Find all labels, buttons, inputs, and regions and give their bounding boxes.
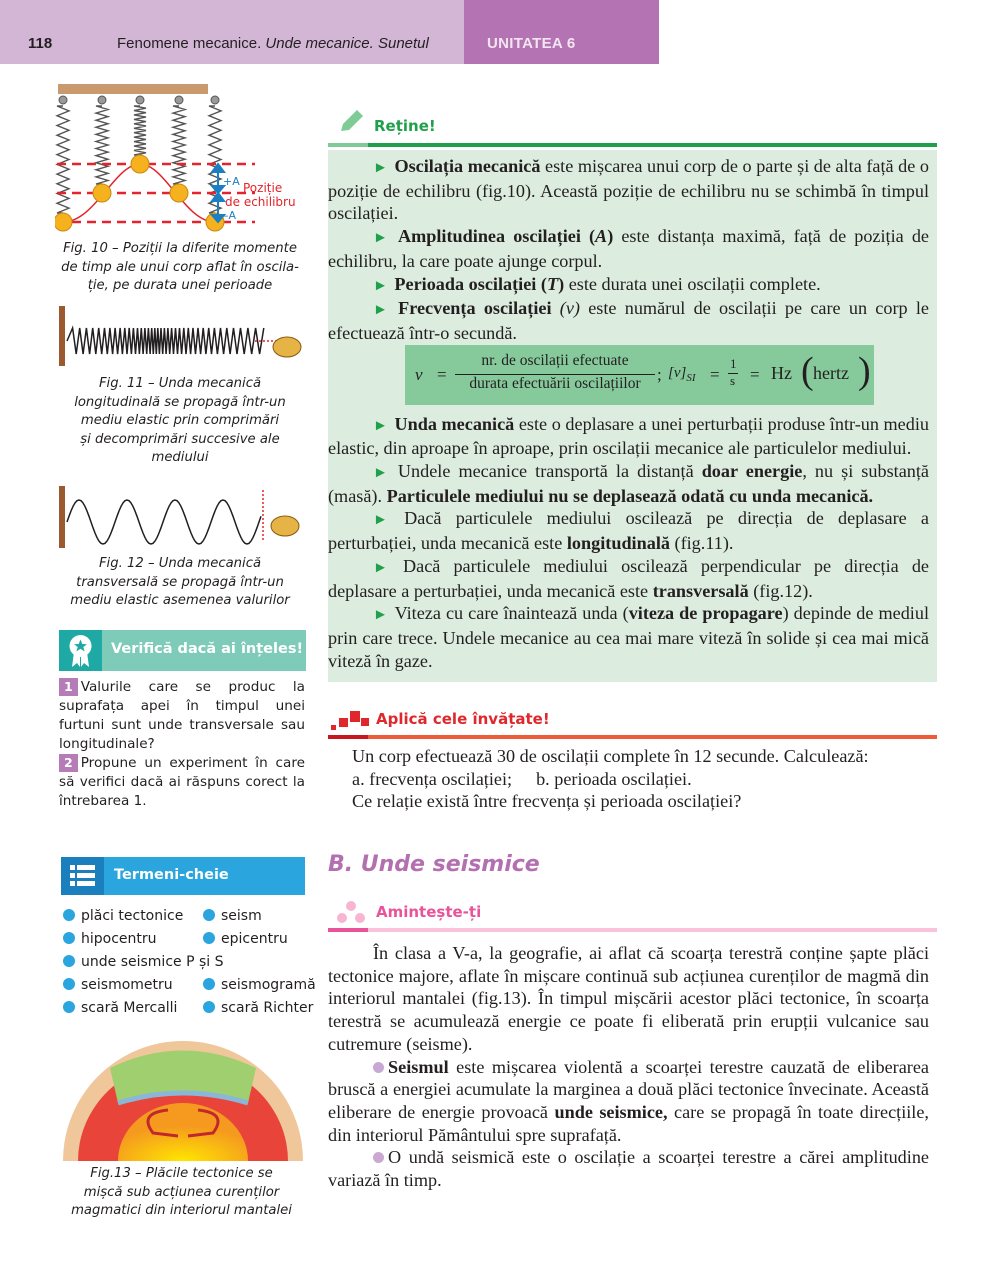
- retine-paragraph: [328, 225, 929, 272]
- verifica-title: Verifică dacă ai înțeles!: [111, 641, 304, 657]
- bullet-dot: [203, 932, 215, 944]
- verifica-questions: [59, 678, 305, 811]
- chapter-prefix: Fenomene mecanice.: [117, 35, 262, 52]
- caption-line: Fig. 10 – Poziții la diferite momente: [63, 241, 297, 256]
- equilibrium-label-line1: Poziție: [243, 181, 283, 195]
- award-ribbon-icon: [59, 630, 102, 671]
- term-bold: Amplitudinea oscilației (: [397, 226, 596, 247]
- term-bold: viteza de propagare: [628, 603, 783, 624]
- caption-line: Fig.13 – Plăcile tectonice se: [90, 1166, 273, 1181]
- caption-line: și decomprimări succesive ale: [80, 431, 280, 447]
- formula-denominator: durata efectuării oscilațiilor: [469, 375, 641, 392]
- spring-hook: [175, 96, 183, 104]
- bullet-dot: [63, 1001, 75, 1013]
- term-bold: ): [558, 273, 565, 294]
- aplica-bar-accent: [328, 735, 368, 739]
- caption-line: Fig. 12 – Unda mecanică: [98, 556, 262, 571]
- page-number: 118: [28, 35, 53, 52]
- term-text: hipocentru: [81, 931, 157, 947]
- arrow-bullet-icon: ►: [373, 417, 388, 434]
- term-text: unde seismice P și S: [81, 954, 224, 970]
- aminteste-title: Amintește-ți: [376, 903, 482, 921]
- verifica-icon-box: [59, 630, 102, 671]
- term-text: scară Richter: [221, 1000, 314, 1016]
- retine-bar: [368, 143, 937, 147]
- text: Undele mecanice transportă la distanță: [397, 461, 702, 482]
- arrow-bullet-icon: ►: [373, 607, 388, 624]
- question-item: [59, 678, 305, 754]
- aplica-title: Aplică cele învățate!: [376, 710, 550, 728]
- spring-coil: [57, 106, 69, 213]
- section-b-title: B. Unde seismice: [328, 852, 540, 877]
- formula-equals: =: [750, 365, 760, 384]
- term-text: scară Mercalli: [81, 1000, 178, 1016]
- term-bold: Oscilația mecanică: [394, 156, 541, 176]
- term-text: epicentru: [221, 931, 288, 947]
- formula-equals: =: [710, 365, 720, 384]
- compressed-spring-wave: [67, 328, 264, 354]
- unit-lhs: [668, 365, 696, 384]
- fig11-caption: [55, 375, 305, 468]
- spring-coil: [134, 106, 146, 155]
- bullet-dot: [203, 909, 215, 921]
- exercise-item-a: a. frecvența oscilației;: [352, 768, 513, 789]
- retine-paragraph: [328, 273, 929, 298]
- text: Dacă particulele mediului oscilează perpendicular pe direcția de deplasare a perturbației, unda mecanică este: [328, 555, 929, 601]
- term-text: seismometru: [81, 977, 173, 993]
- text: este numărul de oscilații pe care un corp le efectuează într-o secundă.: [328, 298, 930, 343]
- arrow-bullet-icon: ►: [373, 512, 388, 529]
- term-text: seism: [221, 908, 262, 924]
- unit-symbol: [ν]: [668, 365, 687, 381]
- formula-separator: ;: [657, 365, 662, 384]
- bullet-dot: [63, 978, 75, 990]
- arrow-bullet-icon: ►: [373, 160, 388, 176]
- symbol: T: [546, 273, 559, 294]
- exercise-items: [352, 768, 932, 791]
- bullet-dot: [63, 932, 75, 944]
- unit-denominator: s: [730, 373, 736, 388]
- frequency-formula: [405, 345, 874, 405]
- text: Viteza cu care înaintează unda (: [394, 603, 629, 624]
- unit-numerator: 1: [730, 356, 737, 371]
- fig13-tectonic-plates-illustration: [58, 1028, 308, 1163]
- unit-subscript: SI: [686, 372, 696, 384]
- bullet-dot: [203, 1001, 215, 1013]
- formula-numerator: nr. de oscilații efectuate: [481, 352, 629, 369]
- term-bold: Unda mecanică: [394, 413, 515, 434]
- term-bold: unde seismice,: [554, 1101, 668, 1122]
- bullet-dot: [373, 1152, 384, 1163]
- aplica-bar: [368, 735, 937, 739]
- text: este mișcarea unui corp de o parte și de alta față de o poziție de echilibru (fig.10). Această poziție de echilibru nu se schimbă în timpul oscilației.: [328, 156, 929, 224]
- text: este mișcarea violentă a scoarței terestre cauzată de eliberarea bruscă a energiei acumulate la marginea a două plăci tectonice învecinate. Această eliberare de energie provoacă: [328, 1056, 929, 1122]
- unit-label: UNITATEA 6: [487, 35, 576, 52]
- term-bold: doar energie: [701, 461, 803, 482]
- transverse-wave-curve: [67, 500, 261, 544]
- chapter-subtitle: Unde mecanice. Sunetul: [265, 35, 429, 52]
- hand-icon: [273, 337, 301, 357]
- caption-line: de timp ale unui corp aflat în oscila-: [61, 259, 299, 275]
- term-bold: longitudinală: [566, 533, 670, 554]
- term-text: plăci tectonice: [81, 908, 184, 924]
- text: (fig.11).: [669, 533, 734, 554]
- arrow-bullet-icon: ►: [373, 230, 388, 247]
- text: (fig.12).: [748, 580, 813, 601]
- exercise-statement: Un corp efectuează 30 de oscilații complete în 12 secunde. Calculează:: [352, 746, 869, 766]
- exercise-item-b: b. perioada oscilației.: [536, 768, 692, 789]
- mass-ball: [170, 184, 188, 202]
- retine-paragraph: [328, 602, 929, 672]
- mass-ball: [55, 213, 72, 231]
- aminteste-paragraph: [328, 1146, 929, 1191]
- minus-a-label: –A: [223, 209, 237, 222]
- retine-paragraph: [328, 555, 929, 602]
- caption-line: mișcă sub acțiunea curenților: [83, 1184, 280, 1200]
- text: este o deplasare a unei perturbații produse într-un mediu elastic, din aproape în aproape, prin oscilații mecanice ale particulelor mediului.: [328, 413, 929, 459]
- arrow-bullet-icon: ►: [373, 277, 388, 294]
- termeni-header: [61, 857, 305, 895]
- wall: [59, 486, 65, 548]
- aminteste-paragraph: În clasa a V-a, la geografie, ai aflat că scoarța terestră conține șapte plăci tectonice majore, aflate în mișcare continuă sub acțiunea curenților de magmă din interiorul mantalei (fig.13). În timpul mișcării acestor plăci tectonice, în scoarța terestră se acumulează energie ce poate fi eliberată prin erupții vulcanice sau cutremure (seisme).: [328, 943, 929, 1054]
- text: este distanța maximă, față de poziția de echilibru, la care poate ajunge corpul.: [328, 226, 930, 271]
- text: ) depinde de mediul prin care trece. Undele mecanice au cea mai mare viteză în solide și cea mai mică viteză în gaze.: [328, 603, 930, 671]
- text: , nu și substanță (masă).: [328, 461, 929, 506]
- question-text: Propune un experiment în care să verifici dacă ai răspuns corect la întrebarea 1.: [59, 755, 305, 809]
- term-item: [63, 977, 173, 993]
- term-bold: Particulele mediului nu se deplasează odată cu unda mecanică.: [386, 485, 874, 506]
- term-bold: transversală: [652, 580, 749, 601]
- fig10-caption: [55, 240, 305, 296]
- formula-lhs: ν: [415, 365, 423, 384]
- text: Dacă particulele mediului oscilează pe direcția de deplasare a perturbației, unda mecanică este: [328, 508, 930, 554]
- caption-line: ție, pe durata unei perioade: [87, 278, 273, 293]
- term-item: [203, 931, 288, 947]
- question-text: Valurile care se produc la suprafața apei în timpul unei furtuni sunt unde transversale sau longitudinale?: [59, 679, 305, 752]
- symbol: (ν): [559, 298, 580, 319]
- question-item: [59, 754, 305, 811]
- list-icon: [61, 857, 104, 895]
- paren-open: (: [801, 350, 814, 392]
- arrow-bullet-icon: ►: [373, 559, 388, 576]
- bullet-dot: [63, 909, 75, 921]
- spring-hook: [98, 96, 106, 104]
- unit-hz: Hz: [771, 363, 792, 383]
- termeni-title: Termeni-cheie: [114, 867, 229, 883]
- caption-line: longitudinală se propagă într-un: [74, 394, 286, 410]
- fig11-longitudinal-wave-illustration: [55, 302, 310, 372]
- aplica-body: [352, 745, 932, 813]
- chapter-title: [117, 35, 429, 52]
- pencil-icon: [337, 109, 365, 133]
- wall: [59, 306, 65, 366]
- paren-close: ): [858, 350, 871, 392]
- spring-hook: [136, 96, 144, 104]
- verifica-header: [59, 630, 306, 671]
- formula-equals: =: [437, 365, 447, 384]
- caption-line: mediu elastic asemenea valurilor: [70, 593, 290, 608]
- fig12-caption: [55, 555, 305, 611]
- retine-paragraph: [328, 413, 929, 460]
- plus-a-label: +A: [223, 175, 240, 188]
- retine-paragraph: [328, 155, 929, 225]
- caption-line: mediului: [151, 450, 209, 465]
- symbol: A: [595, 226, 608, 247]
- term-bold: Frecvența oscilației: [398, 298, 552, 319]
- spring-coil: [173, 106, 185, 184]
- bullet-dot: [373, 1062, 384, 1073]
- term-bold: Perioada oscilației (: [394, 273, 547, 294]
- term-item: [63, 908, 183, 924]
- unit-hertz: hertz: [813, 363, 849, 383]
- caption-line: magmatici din interiorul mantalei: [71, 1203, 292, 1218]
- text: care se propagă în toate direcțiile, din interiorul Pământului spre suprafață.: [328, 1101, 929, 1145]
- spring-coil: [96, 106, 108, 184]
- term-item: [203, 1000, 313, 1016]
- term-item: [63, 954, 224, 970]
- spring-hook: [211, 96, 219, 104]
- retine-body: [328, 155, 929, 672]
- question-number: 1: [59, 678, 78, 696]
- term-bold: Seismul: [388, 1056, 449, 1077]
- equilibrium-label-line2: de echilibru: [225, 195, 296, 209]
- arrow-bullet-icon: ►: [373, 302, 388, 319]
- spring-hook: [59, 96, 67, 104]
- stairs-blocks-icon: [328, 708, 372, 732]
- aminteste-bar: [368, 928, 937, 932]
- term-item: [203, 908, 262, 924]
- caption-line: mediu elastic prin comprimări: [80, 413, 280, 428]
- bullet-dot: [63, 955, 75, 967]
- term-item: [63, 931, 157, 947]
- support-beam: [58, 84, 208, 94]
- aminteste-paragraph: [328, 1056, 929, 1147]
- retine-bar-accent: [328, 143, 368, 147]
- bullet-dot: [203, 978, 215, 990]
- flowers-icon: [333, 898, 369, 926]
- mass-ball: [93, 184, 111, 202]
- question-number: 2: [59, 754, 78, 772]
- caption-line: transversală se propagă într-un: [76, 574, 284, 590]
- exercise-question: Ce relație există între frecvența și perioada oscilației?: [352, 791, 742, 812]
- arrow-bullet-icon: ►: [373, 465, 388, 482]
- term-text: seismogramă: [221, 977, 316, 993]
- caption-line: Fig. 11 – Unda mecanică: [98, 376, 262, 391]
- aminteste-body: [328, 942, 929, 1192]
- retine-paragraph: [328, 507, 929, 554]
- aminteste-bar-accent: [328, 928, 368, 932]
- mass-ball: [131, 155, 149, 173]
- unit-band: [464, 0, 659, 64]
- term-bold: ): [607, 226, 614, 247]
- termeni-icon-box: [61, 857, 104, 895]
- fig13-caption: [55, 1165, 308, 1221]
- term-item: [203, 977, 316, 993]
- text: este durata unei oscilații complete.: [564, 273, 821, 294]
- retine-paragraph: [328, 460, 929, 507]
- text: O undă seismică este o oscilație a scoarței terestre a cărei amplitudine variază în timp.: [328, 1147, 929, 1191]
- fig10-springs-illustration: [55, 82, 315, 232]
- fig12-transverse-wave-illustration: [55, 482, 310, 552]
- header-band: [0, 0, 464, 64]
- hand-icon: [271, 516, 299, 536]
- retine-title: Reține!: [374, 117, 436, 135]
- term-item: [63, 1000, 177, 1016]
- retine-paragraph: [328, 297, 929, 344]
